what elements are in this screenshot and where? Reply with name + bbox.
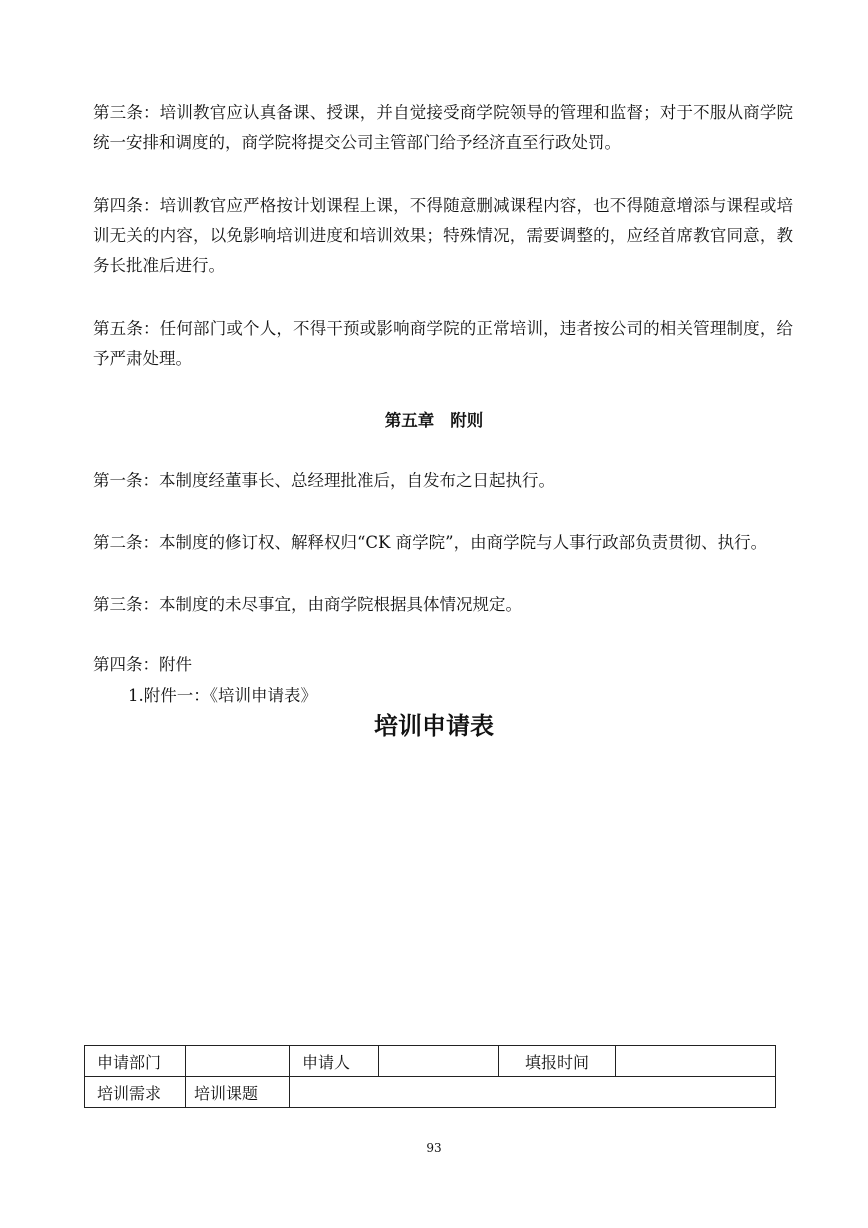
form-row-applicant [85,1046,776,1077]
dept-label: 申请部门 [85,1046,186,1077]
date-field[interactable] [616,1046,776,1077]
chapter-number: 第五章 [384,411,435,430]
need-label: 培训需求 [85,1077,186,1108]
article-3-training-instructor-duties: 第三条：培训教官应认真备课、授课，并自觉接受商学院领导的管理和监督；对于不服从商学院统一安排和调度的，商学院将提交公司主管部门给予经济直至行政处罚。 [93,103,793,152]
applicant-label: 申请人 [290,1046,379,1077]
page-number: 93 [426,1141,442,1155]
form-row-training-need [85,1077,776,1108]
article-4-course-schedule: 第四条：培训教官应严格按计划课程上课，不得随意删减课程内容，也不得随意增添与课程或培训无关的内容，以免影响培训进度和培训效果；特殊情况，需要调整的，应经首席教官同意，教务长批准后进行。 [93,196,793,275]
chapter-heading [0,407,868,431]
date-label: 填报时间 [499,1046,616,1077]
applicant-field[interactable] [379,1046,499,1077]
topic-field[interactable] [290,1077,776,1108]
attachment-reference: 1.附件一：《培训申请表》 [128,686,317,705]
appendix-article-1: 第一条：本制度经董事长、总经理批准后，自发布之日起执行。 [93,471,555,490]
training-application-form [84,1045,776,1108]
form-title: 培训申请表 [374,712,494,740]
appendix-article-3: 第三条：本制度的未尽事宜，由商学院根据具体情况规定。 [93,595,522,614]
topic-label: 培训课题 [186,1077,290,1108]
chapter-name: 附则 [450,411,484,430]
dept-field[interactable] [186,1046,290,1077]
appendix-article-4: 第四条：附件 [93,655,192,674]
article-5-no-interference: 第五条：任何部门或个人，不得干预或影响商学院的正常培训，违者按公司的相关管理制度，给予严肃处理。 [93,319,793,368]
appendix-article-2: 第二条：本制度的修订权、解释权归“CK 商学院”，由商学院与人事行政部负责贯彻、执行。 [93,533,768,552]
